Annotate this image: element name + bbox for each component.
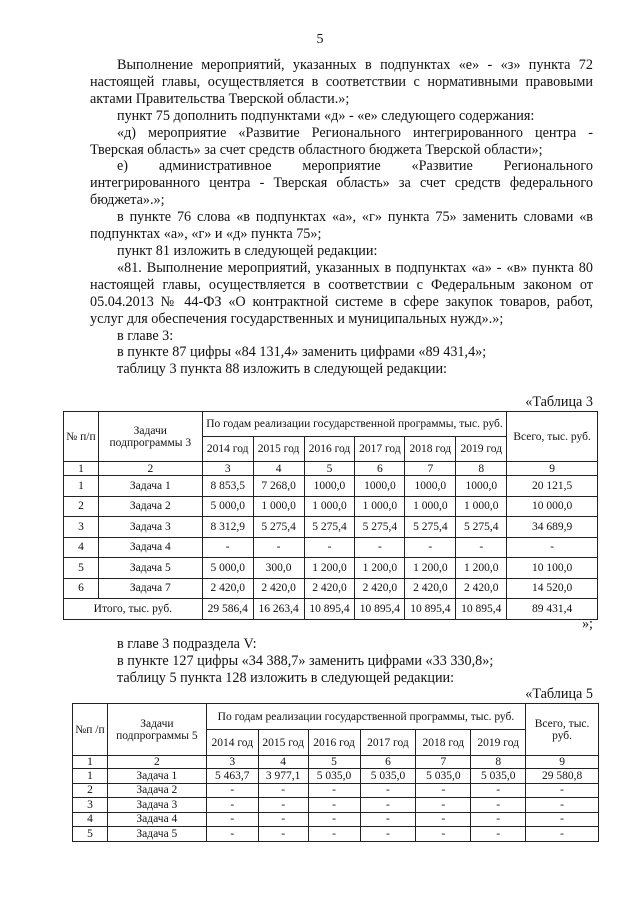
table-cell: 2 [98, 462, 202, 476]
table-cell: 1 200,0 [456, 558, 507, 579]
table-cell: 16 263,4 [253, 599, 304, 620]
table-cell: 5 [64, 558, 99, 579]
table-cell: 5 035,0 [308, 769, 360, 784]
table-3-caption: «Таблица 3 [525, 394, 593, 410]
table-cell: 5 275,4 [405, 517, 456, 538]
table-cell: - [308, 798, 360, 813]
total-row [64, 599, 598, 620]
header-year: 2018 год [416, 730, 471, 756]
table-cell: 7 [405, 462, 456, 476]
table-cell: - [206, 812, 258, 827]
table-cell: 9 [526, 756, 599, 769]
table-cell: Задача 4 [107, 812, 206, 827]
table-cell: 3 [206, 756, 258, 769]
table-cell: - [526, 783, 599, 798]
table-cell: - [416, 827, 471, 842]
table-cell: - [456, 537, 507, 558]
table-cell: 5 275,4 [253, 517, 304, 538]
table-row [73, 827, 599, 842]
table-cell: 10 100,0 [507, 558, 598, 579]
table-cell: - [471, 827, 526, 842]
table-cell: Задача 3 [98, 517, 202, 538]
table-cell: 1 000,0 [456, 496, 507, 517]
paragraph: таблицу 5 пункта 128 изложить в следующей редакции: [117, 669, 455, 686]
table-cell: 5 [73, 827, 108, 842]
header-year: 2016 год [308, 730, 360, 756]
table-cell: 1000,0 [456, 476, 507, 497]
paragraph: пункт 81 изложить в следующей редакции: [117, 242, 378, 259]
table-5-caption: «Таблица 5 [525, 686, 593, 702]
table-cell: Задача 4 [98, 537, 202, 558]
table-cell: Задача 5 [107, 827, 206, 842]
table-5 [72, 703, 599, 842]
table-cell: 2 420,0 [202, 578, 253, 599]
table-3 [63, 411, 598, 620]
table-cell: 2 [73, 783, 108, 798]
table-cell: - [526, 812, 599, 827]
table-cell: 1000,0 [405, 476, 456, 497]
table-3-ending: »; [581, 616, 593, 632]
paragraph: «81. Выполнение мероприятий, указанных в подпунктах «а» - «в» пункта 80 настоящей главы, осуществляется в соответствии с Федеральным законом от 05.04.2013 № 44-ФЗ «О контрактной системе в сфере закупок товаров, работ, услуг для обеспечения государственных и муниципальных нужд».»; [90, 259, 593, 327]
paragraph: в пункте 76 слова «в подпунктах «а», «г» пункта 75» заменить словами «в подпунктах «а», «г» и «д» пункта 75»; [90, 209, 593, 243]
table-cell: - [308, 812, 360, 827]
table-cell: 7 268,0 [253, 476, 304, 497]
table-cell: 1 200,0 [405, 558, 456, 579]
table-cell: 5 035,0 [471, 769, 526, 784]
table-row [64, 558, 598, 579]
body-text-block-1 [90, 57, 593, 378]
table-cell: 20 121,5 [507, 476, 598, 497]
table-cell: 3 977,1 [258, 769, 308, 784]
table-cell: 34 689,9 [507, 517, 598, 538]
index-row [73, 756, 599, 769]
table-cell: - [471, 798, 526, 813]
table-cell: 10 895,4 [355, 599, 405, 620]
paragraph: таблицу 3 пункта 88 изложить в следующей редакции: [117, 361, 447, 378]
table-cell: - [308, 783, 360, 798]
table-cell: 2 420,0 [304, 578, 355, 599]
body-text-block-2 [90, 636, 593, 687]
table-row [64, 537, 598, 558]
table-cell: - [471, 812, 526, 827]
table-cell: - [355, 537, 405, 558]
table-cell: 9 [507, 462, 598, 476]
table-cell: 8 853,5 [202, 476, 253, 497]
table-cell: 1 [64, 476, 99, 497]
table-cell: - [360, 798, 416, 813]
table-cell: 6 [64, 578, 99, 599]
table-cell: 6 [360, 756, 416, 769]
header-years-group: По годам реализации государственной программы, тыс. руб. [202, 412, 506, 437]
table-cell: 300,0 [253, 558, 304, 579]
table-cell: 1 [73, 769, 108, 784]
page-number: 5 [316, 32, 324, 47]
table-cell: - [360, 812, 416, 827]
table-cell: - [258, 812, 308, 827]
header-total: Всего, тыс. руб. [507, 412, 598, 462]
table-cell: 10 895,4 [304, 599, 355, 620]
table-cell: 5 [304, 462, 355, 476]
table-cell: 7 [416, 756, 471, 769]
header-total: Всего, тыс. руб. [526, 704, 599, 756]
table-cell: 1 000,0 [405, 496, 456, 517]
paragraph: Выполнение мероприятий, указанных в подпунктах «е» - «з» пункта 72 настоящей главы, осуществляется в соответствии с нормативными правовыми актами Правительства Тверской области.»; [90, 57, 593, 107]
header-year: 2019 год [471, 730, 526, 756]
table-cell: - [206, 783, 258, 798]
table-cell: 10 895,4 [405, 599, 456, 620]
header-year: 2015 год [258, 730, 308, 756]
table-row [73, 769, 599, 784]
table-cell: - [258, 798, 308, 813]
header-year: 2018 год [405, 437, 456, 462]
table-cell: 1 000,0 [304, 496, 355, 517]
table-cell: 5 275,4 [304, 517, 355, 538]
table-cell: 4 [253, 462, 304, 476]
table-cell: 5 035,0 [416, 769, 471, 784]
table-cell: 4 [64, 537, 99, 558]
paragraph: е) административное мероприятие «Развитие Регионального интегрированного центра - Тверская область» за счет средств федерального бюджета».»; [90, 158, 593, 209]
table-cell: Задача 2 [98, 496, 202, 517]
table-cell: 3 [73, 798, 108, 813]
table-cell: 1000,0 [304, 476, 355, 497]
table-cell: - [304, 537, 355, 558]
table-cell: - [416, 812, 471, 827]
table-cell: 1 000,0 [355, 496, 405, 517]
table-cell: 5 275,4 [355, 517, 405, 538]
table-cell: Итого, тыс. руб. [64, 599, 203, 620]
table-cell: 5 [308, 756, 360, 769]
table-cell: 3 [64, 517, 99, 538]
table-row [73, 783, 599, 798]
table-cell: - [471, 783, 526, 798]
table-row [64, 517, 598, 538]
header-year: 2017 год [360, 730, 416, 756]
table-cell: 29 580,8 [526, 769, 599, 784]
table-cell: 1 000,0 [253, 496, 304, 517]
table-cell: 10 895,4 [456, 599, 507, 620]
paragraph: в главе 3 подраздела V: [117, 636, 257, 652]
table-cell: - [258, 827, 308, 842]
table-cell: 2 420,0 [355, 578, 405, 599]
table-row [64, 476, 598, 497]
paragraph: пункт 75 дополнить подпунктами «д» - «е» следующего содержания: [117, 107, 535, 124]
table-cell: Задача 7 [98, 578, 202, 599]
table-cell: 5 000,0 [202, 558, 253, 579]
header-num: №п /п [73, 704, 108, 756]
table-cell: - [360, 827, 416, 842]
index-row [64, 462, 598, 476]
header-year: 2017 год [355, 437, 405, 462]
table-cell: Задача 3 [107, 798, 206, 813]
header-num: № п/п [64, 412, 99, 462]
table-cell: Задача 2 [107, 783, 206, 798]
table-row [64, 496, 598, 517]
table-cell: - [507, 537, 598, 558]
table-cell: - [308, 827, 360, 842]
table-row [73, 798, 599, 813]
table-cell: 1 [64, 462, 99, 476]
table-cell: - [202, 537, 253, 558]
table-cell: - [253, 537, 304, 558]
paragraph: в пункте 127 цифры «34 388,7» заменить цифрами «33 330,8»; [117, 652, 494, 669]
header-year: 2016 год [304, 437, 355, 462]
table-cell: 1000,0 [355, 476, 405, 497]
table-row [64, 578, 598, 599]
table-cell: Задача 5 [98, 558, 202, 579]
header-year: 2015 год [253, 437, 304, 462]
table-cell: 6 [355, 462, 405, 476]
table-cell: - [526, 827, 599, 842]
header-year: 2019 год [456, 437, 507, 462]
table-cell: - [206, 827, 258, 842]
table-cell: 2 [64, 496, 99, 517]
paragraph: «д) мероприятие «Развитие Регионального интегрированного центра - Тверская область» за счет средств областного бюджета Тверской области»; [90, 124, 593, 158]
table-cell: 8 312,9 [202, 517, 253, 538]
table-cell: 2 [107, 756, 206, 769]
paragraph: в главе 3: [117, 327, 174, 344]
table-cell: 10 000,0 [507, 496, 598, 517]
table-cell: 8 [456, 462, 507, 476]
table-cell: 4 [73, 812, 108, 827]
table-cell: 5 275,4 [456, 517, 507, 538]
table-cell: - [258, 783, 308, 798]
table-cell: 2 420,0 [456, 578, 507, 599]
table-cell: 1 [73, 756, 108, 769]
table-cell: 5 463,7 [206, 769, 258, 784]
header-tasks: Задачи подпрограммы 3 [98, 412, 202, 462]
table-cell: 8 [471, 756, 526, 769]
table-cell: - [416, 798, 471, 813]
header-tasks: Задачи подпрограммы 5 [107, 704, 206, 756]
table-cell: - [360, 783, 416, 798]
table-cell: Задача 1 [98, 476, 202, 497]
header-years-group: По годам реализации государственной программы, тыс. руб. [206, 704, 525, 730]
table-cell: Задача 1 [107, 769, 206, 784]
table-cell: 89 431,4 [507, 599, 598, 620]
table-row [73, 812, 599, 827]
table-cell: 2 420,0 [405, 578, 456, 599]
header-year: 2014 год [202, 437, 253, 462]
table-cell: - [405, 537, 456, 558]
header-year: 2014 год [206, 730, 258, 756]
table-cell: 4 [258, 756, 308, 769]
table-cell: - [526, 798, 599, 813]
table-cell: 5 035,0 [360, 769, 416, 784]
table-cell: 5 000,0 [202, 496, 253, 517]
table-cell: 29 586,4 [202, 599, 253, 620]
table-cell: 14 520,0 [507, 578, 598, 599]
table-cell: 1 200,0 [355, 558, 405, 579]
paragraph: в пункте 87 цифры «84 131,4» заменить цифрами «89 431,4»; [117, 344, 487, 361]
table-cell: 3 [202, 462, 253, 476]
table-cell: 1 200,0 [304, 558, 355, 579]
table-cell: - [416, 783, 471, 798]
table-cell: 2 420,0 [253, 578, 304, 599]
table-cell: - [206, 798, 258, 813]
